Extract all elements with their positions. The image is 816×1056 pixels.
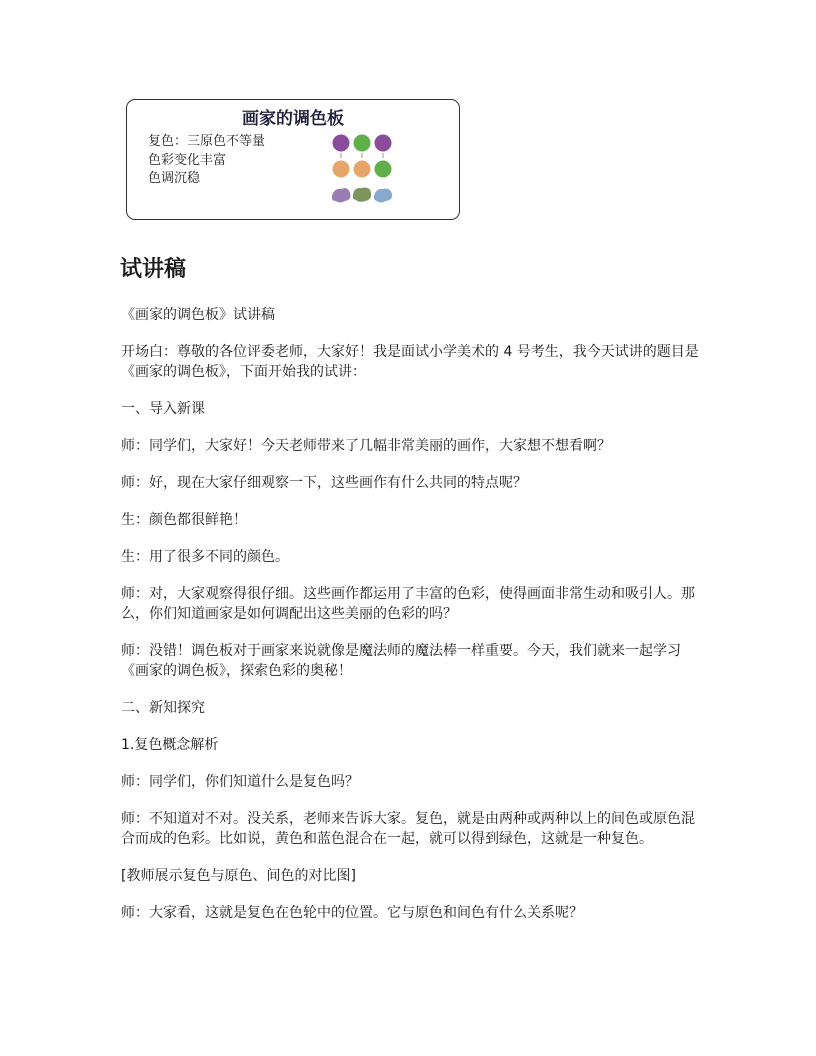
palette-card [126, 99, 460, 220]
blend-blob [353, 188, 371, 202]
paragraph: 生：用了很多不同的颜色。 [121, 549, 289, 565]
paragraph: 师：不知道对不对。没关系，老师来告诉大家。复色，就是由两种或两种以上的间色或原色混合而成的色彩。比如说，黄色和蓝色混合在一起，就可以得到绿色，这就是一种复色。 [121, 811, 695, 847]
paragraph: 师：同学们，大家好！今天老师带来了几幅非常美丽的画作，大家想不想看啊？ [121, 438, 611, 454]
script-body [121, 305, 701, 940]
color-palette-illustration [330, 134, 394, 206]
paragraph: [教师展示复色与原色、间色的对比图] [121, 868, 356, 884]
blend-blob [332, 188, 351, 202]
purple-swatch [333, 135, 350, 152]
orange-swatch [354, 161, 371, 178]
subsection-heading: 1.复色概念解析 [121, 737, 219, 753]
paragraph: 《画家的调色板》试讲稿 [121, 307, 275, 323]
card-title: 画家的调色板 [242, 109, 344, 129]
card-line: 色调沉稳 [148, 171, 201, 186]
green-swatch [354, 135, 371, 152]
card-description [148, 133, 265, 189]
green-swatch [375, 161, 392, 178]
section-heading: 二、新知探究 [121, 700, 205, 716]
blend-blob [374, 189, 392, 203]
paragraph: 师：同学们，你们知道什么是复色吗？ [121, 774, 359, 790]
paragraph: 师：好，现在大家仔细观察一下，这些画作有什么共同的特点呢？ [121, 475, 527, 491]
card-line: 复色：三原色不等量 [148, 134, 266, 149]
orange-swatch [333, 161, 350, 178]
page-heading: 试讲稿 [120, 257, 187, 282]
card-line: 色彩变化丰富 [148, 152, 227, 168]
paragraph: 师：对，大家观察得很仔细。这些画作都运用了丰富的色彩，使得画面非常生动和吸引人。那么，你们知道画家是如何调配出这些美丽的色彩的吗？ [121, 586, 695, 622]
paragraph: 师：大家看，这就是复色在色轮中的位置。它与原色和间色有什么关系呢？ [121, 905, 583, 921]
paragraph: 师：没错！调色板对于画家来说就像是魔法师的魔法棒一样重要。今天，我们就来一起学习《画家的调色板》，探索色彩的奥秘！ [121, 643, 681, 679]
paragraph: 开场白：尊敬的各位评委老师，大家好！我是面试小学美术的 4 号考生，我今天试讲的题目是《画家的调色板》，下面开始我的试讲： [121, 344, 699, 380]
section-heading: 一、导入新课 [121, 401, 205, 417]
paragraph: 生：颜色都很鲜艳！ [121, 512, 247, 528]
purple-swatch [375, 135, 392, 152]
